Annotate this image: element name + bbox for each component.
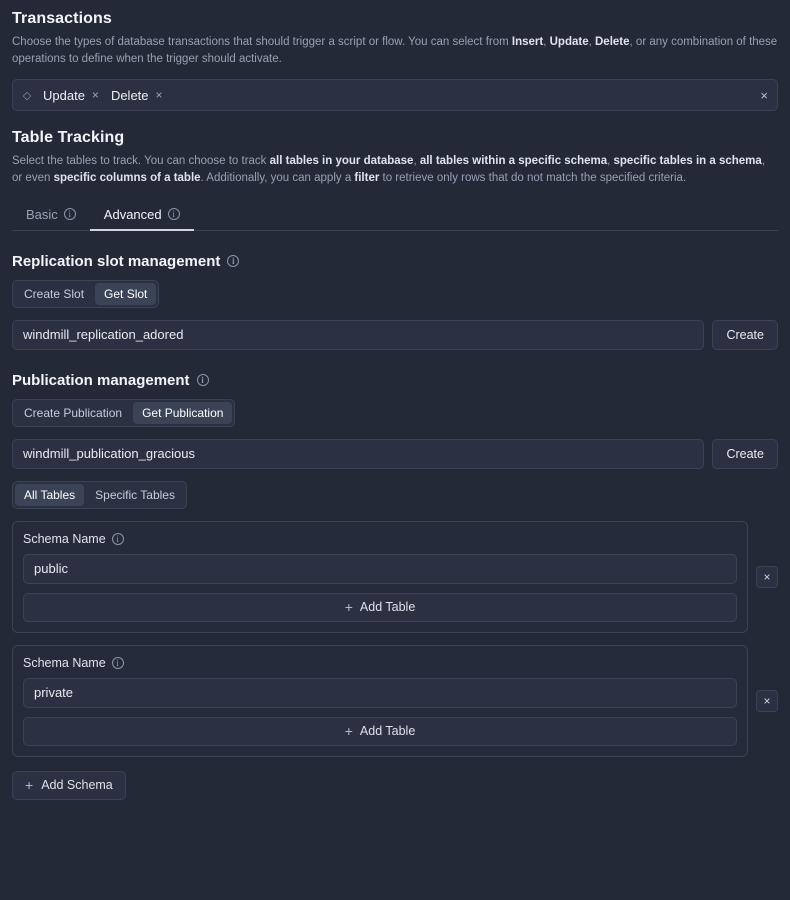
tab-advanced[interactable] xyxy=(90,201,194,231)
plus-icon: + xyxy=(344,723,353,740)
tab-basic[interactable] xyxy=(12,201,90,231)
diamond-chevron-icon: ◇ xyxy=(22,89,32,102)
schema-name-input[interactable] xyxy=(23,678,737,708)
info-icon[interactable]: i xyxy=(112,657,124,669)
schema-name-input[interactable] xyxy=(23,554,737,584)
create-slot-button[interactable]: Create xyxy=(712,320,778,350)
publication-title xyxy=(12,372,778,389)
close-icon[interactable]: × xyxy=(155,88,163,103)
schema-card xyxy=(12,645,748,757)
chip-label: Update xyxy=(43,87,85,103)
seg-create-slot[interactable]: Create Slot xyxy=(24,286,85,301)
table-tracking-title: Table Tracking xyxy=(12,129,125,147)
seg-all-tables[interactable]: All Tables xyxy=(15,484,84,506)
seg-create-publication[interactable]: Create Publication xyxy=(24,405,123,420)
seg-specific-tables[interactable]: Specific Tables xyxy=(95,487,175,502)
seg-get-slot[interactable]: Get Slot xyxy=(95,283,156,305)
schema-entry xyxy=(12,521,778,633)
chip-label: Delete xyxy=(110,87,149,103)
publication-row xyxy=(12,439,778,469)
schema-entry xyxy=(12,645,778,757)
add-schema-label: Add Schema xyxy=(41,778,113,793)
info-icon[interactable]: i xyxy=(64,208,76,220)
table-tracking-description: Select the tables to track. You can choose to track all tables in your database, all tables within a specific schema, specific tables in a schema, or even specific columns of a table. Additionally, you can apply a filter to retrieve only rows that do not match the specified criteria. xyxy=(12,155,766,185)
create-publication-button[interactable]: Create xyxy=(712,439,778,469)
clear-all-icon[interactable]: × xyxy=(760,87,768,103)
transactions-description: Choose the types of database transactions that should trigger a script or flow. You can select from Insert, Update, Delete, or any combination of these operations to define when the trigger should activate. xyxy=(12,36,778,65)
seg-get-publication[interactable]: Get Publication xyxy=(133,402,232,424)
replication-slot-title-text: Replication slot management xyxy=(12,252,221,270)
chip-delete[interactable] xyxy=(109,88,165,103)
replication-slot-title xyxy=(12,253,778,270)
remove-schema-button[interactable]: × xyxy=(756,566,778,588)
publication-name-input[interactable] xyxy=(12,439,704,469)
schema-name-label xyxy=(23,656,737,670)
info-icon[interactable]: i xyxy=(197,374,209,386)
add-table-label: Add Table xyxy=(359,724,416,739)
publication-scope-toggle[interactable] xyxy=(12,481,187,509)
remove-schema-button[interactable]: × xyxy=(756,690,778,712)
schema-name-label xyxy=(23,532,737,546)
schema-name-label-text: Schema Name xyxy=(23,655,106,670)
close-icon[interactable]: × xyxy=(91,88,99,103)
add-table-label: Add Table xyxy=(359,600,416,615)
replication-slot-input[interactable] xyxy=(12,320,704,350)
transactions-title: Transactions xyxy=(12,10,112,27)
chip-update[interactable] xyxy=(41,88,101,103)
tab-label: Advanced xyxy=(103,206,162,222)
replication-slot-mode-toggle[interactable] xyxy=(12,280,159,308)
add-table-button[interactable] xyxy=(23,717,737,746)
add-table-button[interactable] xyxy=(23,593,737,622)
tab-label: Basic xyxy=(26,206,58,222)
publication-title-text: Publication management xyxy=(12,371,190,389)
schema-card xyxy=(12,521,748,633)
info-icon[interactable]: i xyxy=(227,255,239,267)
info-icon[interactable]: i xyxy=(168,208,180,220)
plus-icon: + xyxy=(344,599,353,616)
add-schema-button[interactable] xyxy=(12,771,126,800)
info-icon[interactable]: i xyxy=(112,533,124,545)
publication-mode-toggle[interactable] xyxy=(12,399,235,427)
transactions-multiselect[interactable] xyxy=(12,79,778,111)
tracking-mode-tabs xyxy=(12,201,778,231)
schema-name-label-text: Schema Name xyxy=(23,531,106,546)
replication-slot-row xyxy=(12,320,778,350)
plus-icon: + xyxy=(25,777,34,794)
